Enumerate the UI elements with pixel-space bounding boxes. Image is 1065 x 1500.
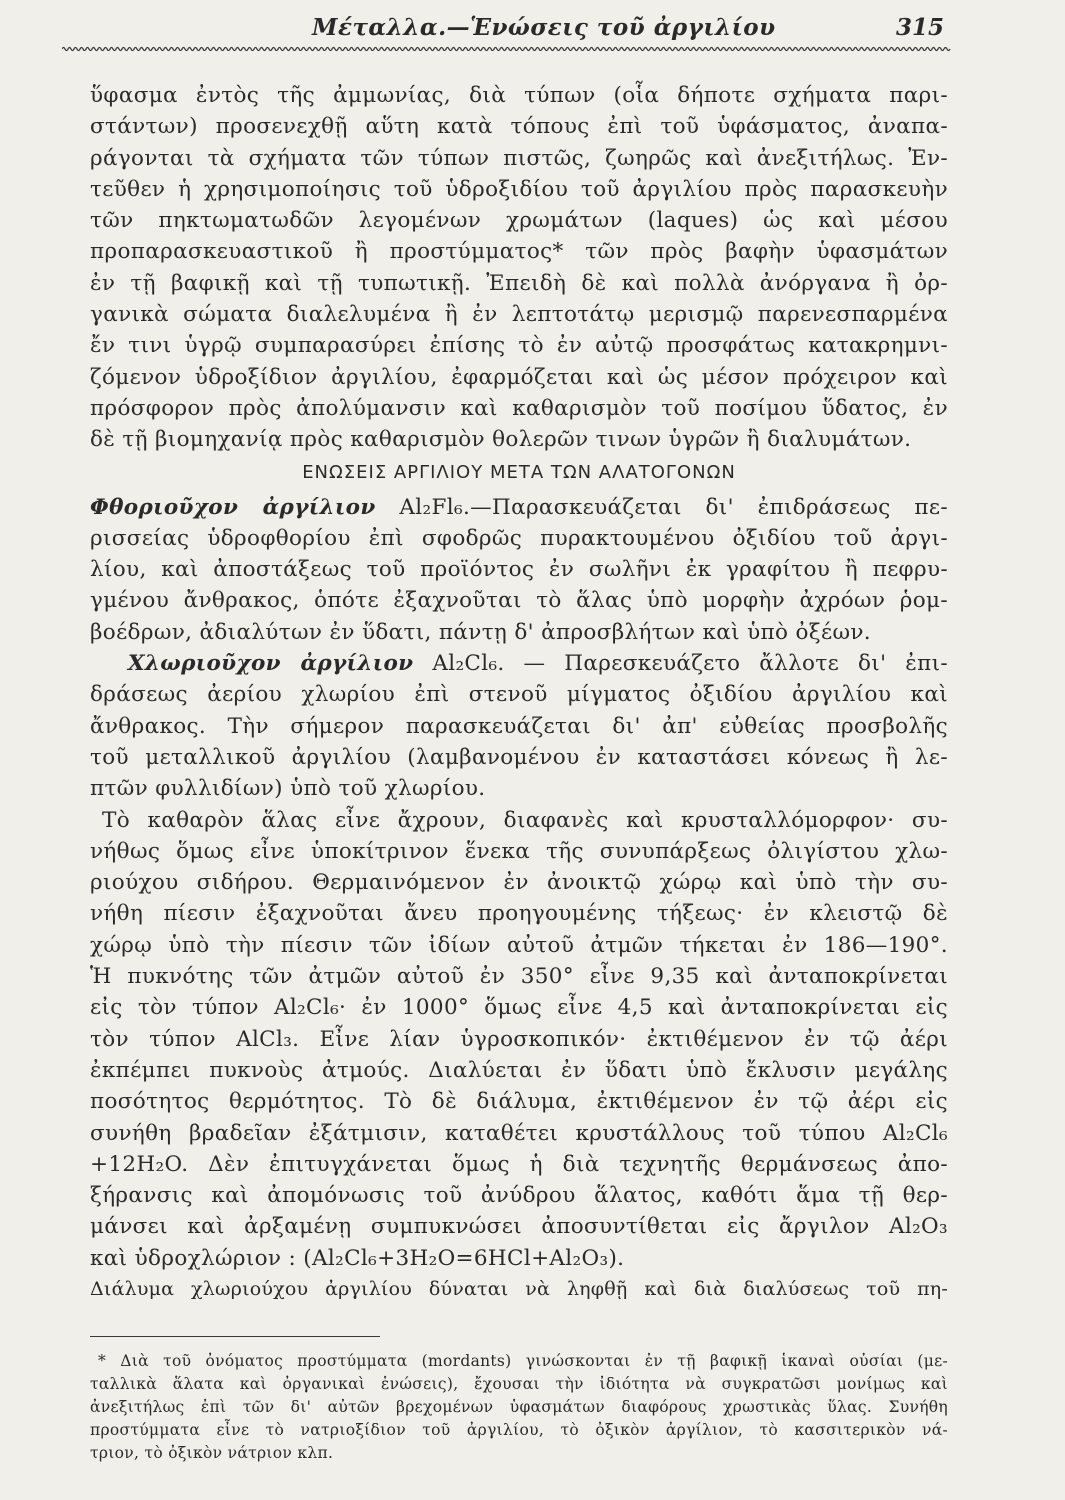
body-line: δὲ τῇ βιομηχανίᾳ πρὸς καθαρισμὸν θολερῶν τινων ὑγρῶν ἢ διαλυμάτων. (90, 427, 912, 453)
body-line: ριούχου σιδήρου. Θερμαινόμενον ἐν ἀνοικτῷ χώρῳ καὶ ὑπὸ τὴν συ- (90, 870, 948, 896)
chloride-intro-line (90, 648, 948, 679)
body-line: +12H₂O. Δὲν ἐπιτυγχάνεται ὅμως ἡ διὰ τεχνητῆς θερμάνσεως ἀπο- (90, 1151, 948, 1177)
body-line: νήθως ὅμως εἶνε ὑποκίτρινον ἕνεκα τῆς συνυπάρξεως ὀλιγίστου χλω- (90, 838, 948, 864)
body-line: συνήθη βραδεῖαν ἐξάτμισιν, καταθέτει κρυστάλλους τοῦ τύπου Al₂Cl₆ (90, 1120, 948, 1146)
running-header (90, 12, 950, 46)
body-line: καὶ ὑδροχλώριον : (Al₂Cl₆+3H₂O=6HCl+Al₂O₃). (90, 1245, 625, 1271)
body-line: τοῦ μεταλλικοῦ ἀργιλίου (λαμβανομένου ἐν καταστάσει κόνεως ἢ λε- (90, 744, 948, 770)
section-heading: ΕΝΩΣΕΙΣ ΑΡΓΙΛΙΟΥ ΜΕΤΑ ΤΩΝ ΑΛΑΤΟΓΟΝΩΝ (302, 461, 736, 483)
body-line: Διάλυμα χλωριούχου ἀργιλίου δύναται νὰ ληφθῇ καὶ διὰ διαλύσεως τοῦ πη- (90, 1277, 948, 1300)
body-line: λίου, καὶ ἀποστάξεως τοῦ προϊόντος ἐν σωλῆνι ἐκ γραφίτου ἢ πεφρυ- (90, 557, 948, 583)
body-line: εἰς τὸν τύπον Al₂Cl₆· ἐν 1000° ὅμως εἶνε 4,5 καὶ ἀνταποκρίνεται εἰς (90, 995, 948, 1021)
fluoride-intro-line (90, 492, 948, 523)
body-line: τεῦθεν ἡ χρησιμοποίησις τοῦ ὑδροξιδίου τοῦ ἀργιλίου πρὸς παρασκευὴν (90, 176, 948, 202)
main-text (90, 80, 948, 1305)
footnote-line: ταλλικὰ ἅλατα καὶ ὀργανικαὶ ἑνώσεις), ἔχουσαι τὴν ἰδιότητα νὰ συγκρατῶσι μονίμως καὶ (90, 1375, 948, 1393)
chloride-text: . — Παρεσκευάζετο ἄλλοτε δι' ἐπι- (497, 651, 948, 677)
body-line: ὕφασμα ἐντὸς τῆς ἀμμωνίας, διὰ τύπων (οἷα δήποτε σχήματα παρι- (90, 83, 948, 108)
body-line: ράγονται τὰ σχήματα τῶν τύπων πιστῶς, ζωηρῶς καὶ ἀνεξιτήλως. Ἐν- (90, 145, 948, 171)
body-line: Τὸ καθαρὸν ἅλας εἶνε ἄχρουν, διαφανὲς καὶ κρυσταλλόμορφον· συ- (102, 807, 948, 833)
footnote-line: * Διὰ τοῦ ὀνόματος προστύμματα (mordants) γινώσκονται ἐν τῇ βαφικῇ ἱκαναὶ οὐσίαι (με- (98, 1352, 948, 1370)
body-line: τὸν τύπον AlCl₃. Εἶνε λίαν ὑγροσκοπικόν· ἐκτιθέμενον ἐν τῷ ἀέρι (90, 1026, 948, 1052)
page-number: 315 (895, 14, 944, 41)
fluoride-formula: Al₂Fl₆ (399, 494, 463, 520)
body-line: μάνσει καὶ ἀρξαμένῃ συμπυκνώσει ἀποσυντίθεται εἰς ἄργιλον Al₂O₃ (90, 1214, 948, 1240)
fluoride-term: Φθοριοῦχον ἀργίλιον (90, 494, 376, 520)
body-line: βοέδρων, ἀδιαλύτων ἐν ὕδατι, πάντῃ δ' ἀπροσβλήτων καὶ ὑπὸ ὀξέων. (90, 619, 871, 645)
body-line: χώρῳ ὑπὸ τὴν πίεσιν τῶν ἰδίων αὐτοῦ ἀτμῶν τήκεται ἐν 186—190°. (90, 932, 948, 958)
footnote-line: προστύμματα εἶνε τὸ νατριοξίδιον τοῦ ἀργιλίου, τὸ ὀξικὸν ἀργίλιον, τὸ κασσιτερικὸν νά- (90, 1421, 948, 1439)
body-line: ξήρανσις καὶ ἀπομόνωσις τοῦ ἀνύδρου ἅλατος, καθότι ἅμα τῇ θερ- (90, 1183, 948, 1209)
body-line: πτῶν φυλλιδίων) ὑπὸ τοῦ χλωρίου. (90, 776, 486, 802)
chloride-term: Χλωριοῦχον ἀργίλιον (127, 651, 414, 677)
body-line: ἔν τινι ὑγρῷ συμπαρασύρει ἐπίσης τὸ ἐν αὐτῷ προσφάτως κατακρημνι- (90, 333, 948, 359)
body-line: προπαρασκευαστικοῦ ἢ προστύμματος* τῶν πρὸς βαφὴν ὑφασμάτων (90, 239, 948, 265)
body-line: πρόσφορον πρὸς ἀπολύμανσιν καὶ καθαρισμὸν τοῦ ποσίμου ὕδατος, ἐν (90, 395, 948, 421)
body-line: ἐν τῇ βαφικῇ καὶ τῇ τυπωτικῇ. Ἐπειδὴ δὲ καὶ πολλὰ ἀνόργανα ἢ ὀρ- (90, 270, 948, 296)
header-wavy-rule (62, 44, 952, 54)
footnote-line: ἀνεξιτήλως ἐπὶ τῶν δι' αὐτῶν βρεχομένων ὑφασμάτων διαφόρους χρωστικὰς ὕλας. Συνήθη (90, 1398, 948, 1416)
running-title: Μέταλλα.—Ἑνώσεις τοῦ ἀργιλίου (312, 14, 776, 41)
body-line: γμένου ἄνθρακος, ὁπότε ἐξαχνοῦται τὸ ἅλας ὑπὸ μορφὴν ἀχρόων ῥομ- (90, 588, 948, 614)
body-line: τῶν πηκτωματωδῶν λεγομένων χρωμάτων (laques) ὡς καὶ μέσου (90, 208, 948, 234)
body-line: στάντων) προσενεχθῇ αὕτη κατὰ τόπους ἐπὶ τοῦ ὑφάσματος, ἀναπα- (90, 114, 948, 140)
footnote-rule (90, 1336, 380, 1337)
body-line: δράσεως ἀερίου χλωρίου ἐπὶ στενοῦ μίγματος ὀξιδίου ἀργιλίου καὶ (90, 682, 948, 708)
chloride-formula: Al₂Cl₆ (432, 651, 498, 677)
body-line: ζόμενον ὑδροξίδιον ἀργιλίου, ἐφαρμόζεται καὶ ὡς μέσον πρόχειρον καὶ (90, 364, 948, 390)
body-line: ρισσείας ὑδροφθορίου ἐπὶ σφοδρῶς πυρακτουμένου ὀξιδίου τοῦ ἀργι- (90, 525, 948, 551)
body-line: γανικὰ σώματα διαλελυμένα ἢ ἐν λεπτοτάτῳ μερισμῷ παρενεσπαρμένα (90, 302, 948, 328)
footnote-line: τριον, τὸ ὀξικὸν νάτριον κλπ. (90, 1444, 334, 1462)
body-line: ἐκπέμπει πυκνοὺς ἀτμούς. Διαλύεται ἐν ὕδατι ὑπὸ ἔκλυσιν μεγάλης (90, 1057, 948, 1083)
footnote (90, 1350, 948, 1465)
body-line: ποσότητος θερμότητος. Τὸ δὲ διάλυμα, ἐκτιθέμενον ἐν τῷ ἀέρι εἰς (90, 1089, 948, 1115)
body-line: νήθη πίεσιν ἐξαχνοῦται ἄνευ προηγουμένης τήξεως· ἐν κλειστῷ δὲ (90, 901, 948, 927)
body-line: ἄνθρακος. Τὴν σήμερον παρασκευάζεται δι' ἀπ' εὐθείας προσβολῆς (90, 713, 948, 739)
body-line: Ἡ πυκνότης τῶν ἀτμῶν αὐτοῦ ἐν 350° εἶνε 9,35 καὶ ἀνταποκρίνεται (90, 964, 948, 990)
fluoride-text: .—Παρασκευάζεται δι' ἐπιδράσεως πε- (462, 494, 948, 520)
